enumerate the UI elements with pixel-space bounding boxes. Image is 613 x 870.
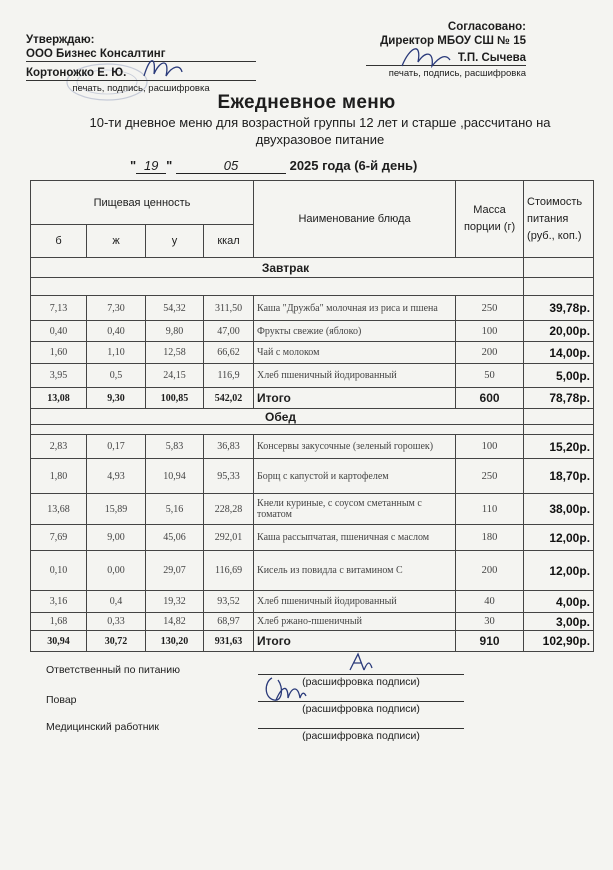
dish-cell: Фрукты свежие (яблоко) — [254, 321, 456, 342]
header-mass: Масса порции (г) — [456, 181, 524, 258]
table-row — [31, 591, 594, 613]
protein-cell: 7,13 — [31, 296, 87, 321]
cost-cell: 4,00р. — [524, 591, 594, 613]
total-carbs: 130,20 — [146, 631, 204, 652]
header-dish: Наименование блюда — [254, 181, 456, 258]
dish-cell: Чай с молоком — [254, 342, 456, 364]
carbs-cell: 5,83 — [146, 435, 204, 459]
signature-label-cook: Повар — [46, 694, 77, 706]
fat-cell: 7,30 — [87, 296, 146, 321]
mass-cell: 200 — [456, 551, 524, 591]
carbs-cell: 12,58 — [146, 342, 204, 364]
carbs-cell: 10,94 — [146, 459, 204, 494]
cost-cell: 38,00р. — [524, 494, 594, 525]
fat-cell: 1,10 — [87, 342, 146, 364]
protein-cell: 3,95 — [31, 364, 87, 388]
kcal-cell: 47,00 — [204, 321, 254, 342]
approval-caption: печать, подпись, расшифровка — [72, 83, 210, 94]
total-protein: 30,94 — [31, 631, 87, 652]
kcal-cell: 228,28 — [204, 494, 254, 525]
approval-organization: ООО Бизнес Консалтинг — [26, 47, 256, 62]
total-kcal: 931,63 — [204, 631, 254, 652]
protein-cell: 2,83 — [31, 435, 87, 459]
kcal-cell: 93,52 — [204, 591, 254, 613]
signature-caption: (расшифровка подписи) — [302, 676, 420, 688]
header-cost: Стоимость питания (руб., коп.) — [524, 181, 594, 258]
table-row — [31, 435, 594, 459]
dish-cell: Каша "Дружба" молочная из риса и пшена — [254, 296, 456, 321]
fat-cell: 0,17 — [87, 435, 146, 459]
total-mass: 600 — [456, 388, 524, 409]
table-row — [31, 494, 594, 525]
date-month: 05 — [176, 158, 286, 174]
table-row — [31, 296, 594, 321]
total-label: Итого — [254, 631, 456, 652]
header-kcal: ккал — [204, 225, 254, 258]
protein-cell: 1,80 — [31, 459, 87, 494]
protein-cell: 1,68 — [31, 613, 87, 631]
page-title: Ежедневное меню — [217, 92, 396, 113]
spacer-cell — [524, 425, 594, 435]
cost-cell: 18,70р. — [524, 459, 594, 494]
mass-cell: 100 — [456, 321, 524, 342]
cost-cell: 5,00р. — [524, 364, 594, 388]
agreement-position: Директор МБОУ СШ № 15 — [380, 35, 526, 47]
section-empty-cell — [524, 409, 594, 425]
kcal-cell: 68,97 — [204, 613, 254, 631]
table-row — [31, 525, 594, 551]
signature-label-responsible: Ответственный по питанию — [46, 664, 180, 676]
header-nutrition: Пищевая ценность — [31, 181, 254, 225]
signature-responsible-icon — [346, 650, 374, 674]
mass-cell: 50 — [456, 364, 524, 388]
total-fat: 9,30 — [87, 388, 146, 409]
total-kcal: 542,02 — [204, 388, 254, 409]
kcal-cell: 292,01 — [204, 525, 254, 551]
total-row-lunch — [31, 631, 594, 652]
agreement-caption: печать, подпись, расшифровка — [388, 68, 526, 79]
header-fat: ж — [87, 225, 146, 258]
section-empty-cell — [524, 258, 594, 278]
fat-cell: 15,89 — [87, 494, 146, 525]
table-row — [31, 364, 594, 388]
dish-cell: Кисель из повидла с витамином С — [254, 551, 456, 591]
mass-cell: 250 — [456, 296, 524, 321]
page-subtitle: 10-ти дневное меню для возрастной группы 12 лет и старше ,рассчитано на двухразовое питание — [89, 115, 551, 147]
dish-cell: Хлеб ржано-пшеничный — [254, 613, 456, 631]
total-fat: 30,72 — [87, 631, 146, 652]
mass-cell: 250 — [456, 459, 524, 494]
section-title-lunch: Обед — [31, 409, 524, 425]
signature-left-icon — [140, 52, 186, 82]
mass-cell: 40 — [456, 591, 524, 613]
header-protein: б — [31, 225, 87, 258]
menu-date — [130, 158, 417, 174]
spacer-cell — [31, 425, 524, 435]
kcal-cell: 116,9 — [204, 364, 254, 388]
protein-cell: 1,60 — [31, 342, 87, 364]
total-protein: 13,08 — [31, 388, 87, 409]
fat-cell: 0,00 — [87, 551, 146, 591]
total-label: Итого — [254, 388, 456, 409]
approval-name: Кортоножко Е. Ю. — [26, 66, 256, 81]
date-close-quote: " — [166, 158, 173, 173]
date-day: 19 — [136, 158, 166, 174]
spacer-cell — [524, 278, 594, 296]
signature-cook-icon — [262, 672, 308, 706]
fat-cell: 0,33 — [87, 613, 146, 631]
agreement-label: Согласовано: — [447, 21, 526, 33]
section-row-breakfast — [31, 258, 594, 278]
protein-cell: 0,40 — [31, 321, 87, 342]
spacer-cell — [31, 278, 524, 296]
cost-cell: 20,00р. — [524, 321, 594, 342]
dish-cell: Кнели куриные, с соусом сметанным с томатом — [254, 494, 456, 525]
mass-cell: 30 — [456, 613, 524, 631]
table-row — [31, 321, 594, 342]
total-carbs: 100,85 — [146, 388, 204, 409]
total-cost: 102,90р. — [524, 631, 594, 652]
protein-cell: 3,16 — [31, 591, 87, 613]
dish-cell: Каша рассыпчатая, пшеничная с маслом — [254, 525, 456, 551]
signature-caption: (расшифровка подписи) — [302, 703, 420, 715]
section-title-breakfast: Завтрак — [31, 258, 524, 278]
carbs-cell: 14,82 — [146, 613, 204, 631]
header-row — [31, 181, 594, 225]
spacer-row — [31, 278, 594, 296]
kcal-cell: 116,69 — [204, 551, 254, 591]
signature-line — [258, 728, 464, 729]
approval-label: Утверждаю: — [26, 34, 95, 46]
dish-cell: Хлеб пшеничный йодированный — [254, 364, 456, 388]
mass-cell: 200 — [456, 342, 524, 364]
fat-cell: 0,40 — [87, 321, 146, 342]
protein-cell: 0,10 — [31, 551, 87, 591]
table-row — [31, 613, 594, 631]
cost-cell: 14,00р. — [524, 342, 594, 364]
total-row-breakfast — [31, 388, 594, 409]
carbs-cell: 9,80 — [146, 321, 204, 342]
cost-cell: 3,00р. — [524, 613, 594, 631]
date-open-quote: " — [130, 158, 137, 173]
protein-cell: 7,69 — [31, 525, 87, 551]
carbs-cell: 54,32 — [146, 296, 204, 321]
cost-cell: 12,00р. — [524, 551, 594, 591]
kcal-cell: 95,33 — [204, 459, 254, 494]
total-mass: 910 — [456, 631, 524, 652]
total-cost: 78,78р. — [524, 388, 594, 409]
carbs-cell: 45,06 — [146, 525, 204, 551]
mass-cell: 100 — [456, 435, 524, 459]
kcal-cell: 311,50 — [204, 296, 254, 321]
carbs-cell: 19,32 — [146, 591, 204, 613]
kcal-cell: 36,83 — [204, 435, 254, 459]
mass-cell: 180 — [456, 525, 524, 551]
mass-cell: 110 — [456, 494, 524, 525]
dish-cell: Борщ с капустой и картофелем — [254, 459, 456, 494]
agreement-name: Т.П. Сычева — [366, 51, 526, 66]
fat-cell: 9,00 — [87, 525, 146, 551]
table-row — [31, 459, 594, 494]
carbs-cell: 24,15 — [146, 364, 204, 388]
protein-cell: 13,68 — [31, 494, 87, 525]
menu-table — [30, 180, 594, 652]
cost-cell: 39,78р. — [524, 296, 594, 321]
date-year: 2025 года (6-й день) — [289, 158, 418, 173]
cost-cell: 12,00р. — [524, 525, 594, 551]
spacer-row — [31, 425, 594, 435]
cost-cell: 15,20р. — [524, 435, 594, 459]
dish-cell: Хлеб пшеничный йодированный — [254, 591, 456, 613]
table-row — [31, 342, 594, 364]
header-carbs: у — [146, 225, 204, 258]
signature-label-medic: Медицинский работник — [46, 721, 160, 733]
kcal-cell: 66,62 — [204, 342, 254, 364]
fat-cell: 4,93 — [87, 459, 146, 494]
carbs-cell: 5,16 — [146, 494, 204, 525]
dish-cell: Консервы закусочные (зеленый горошек) — [254, 435, 456, 459]
signature-caption: (расшифровка подписи) — [302, 730, 420, 742]
fat-cell: 0,5 — [87, 364, 146, 388]
section-row-lunch — [31, 409, 594, 425]
table-row — [31, 551, 594, 591]
carbs-cell: 29,07 — [146, 551, 204, 591]
signature-right-icon — [398, 40, 454, 74]
fat-cell: 0,4 — [87, 591, 146, 613]
